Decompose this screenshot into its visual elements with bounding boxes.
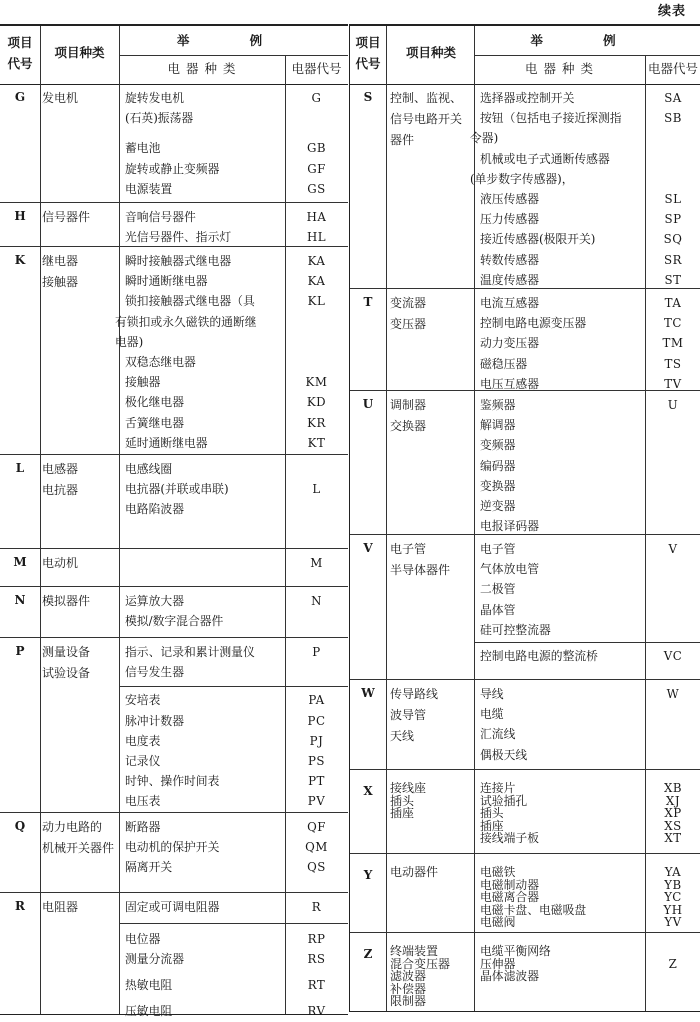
device-type: 旋转或静止变频器 [125, 161, 220, 176]
device-type: 锁扣接触器式继电器（具 [125, 294, 255, 309]
device-code: QS [307, 860, 326, 875]
device-code: TS [664, 356, 682, 371]
category-line: 终端装置 [390, 944, 439, 958]
category-line: 电子管 [390, 542, 427, 556]
device-type: 运算放大器 [125, 594, 184, 608]
device-type: 插座 [480, 818, 504, 833]
device-type: 记录仪 [125, 754, 161, 768]
device-type: 按钮（包括电子接近探测指 [480, 111, 622, 126]
category-line: 发电机 [42, 91, 79, 105]
item-code: M [13, 555, 27, 569]
device-type: 电磁阀 [480, 915, 516, 929]
device-type: 接近传感器(极限开关) [480, 232, 596, 247]
device-type: 令器) [470, 131, 499, 146]
category [42, 553, 122, 574]
category-line: 滤波器 [390, 969, 427, 983]
item-code: V [363, 541, 373, 555]
device-code: KA [307, 254, 326, 268]
device-type: (石英)振荡器 [125, 111, 194, 126]
subgroup-divider [474, 642, 700, 643]
category-line: 交换器 [390, 419, 427, 433]
device-code: GS [307, 181, 326, 196]
device-code: V [668, 542, 678, 556]
device-code: KL [307, 294, 326, 309]
category-line: 插头 [390, 793, 415, 808]
header-device-code: 电器代号 [647, 61, 698, 76]
device-type: 脉冲计数器 [125, 713, 184, 728]
device-code: TA [664, 296, 682, 310]
device-code: YV [664, 915, 682, 929]
device-type: 音响信号器件 [125, 210, 196, 224]
device-type: 电动机的保护开关 [125, 840, 220, 855]
category-line: 试验设备 [42, 666, 91, 680]
category-line: 限制器 [390, 994, 427, 1008]
device-type: 安培表 [125, 693, 161, 708]
device-code: YC [664, 890, 682, 904]
group-l [0, 454, 348, 549]
device-code: XT [664, 831, 682, 845]
category-line: 电阻器 [42, 900, 79, 914]
category-line: 模拟器件 [42, 594, 91, 608]
item-code: Q [14, 819, 26, 833]
device-type: 压力传感器 [480, 212, 539, 227]
header-code [0, 32, 40, 74]
device-code: RP [307, 932, 326, 947]
device-code: GF [307, 161, 326, 176]
device-code: RS [307, 952, 326, 967]
device-code: PA [308, 693, 325, 708]
device-type: 电流互感器 [480, 296, 539, 310]
device-type: 电磁铁 [480, 865, 516, 879]
header-code-line2: 代号 [355, 56, 381, 71]
group-y [350, 853, 700, 933]
group-g [0, 84, 348, 202]
group-w [350, 679, 700, 770]
header-device-code: 电器代号 [291, 61, 342, 76]
table-header [0, 26, 348, 85]
device-type: 有锁扣或永久磁铁的通断继 [115, 314, 257, 329]
device-type: 鉴频器 [480, 398, 516, 412]
device-type: 电感线圈 [125, 462, 173, 476]
device-type: 蓄电池 [125, 141, 161, 156]
device-code: SP [664, 212, 682, 227]
category-line: 混合变压器 [390, 956, 451, 971]
left-table [0, 24, 348, 1019]
device-code: KD [306, 395, 327, 410]
device-type: (单步数字传感器)， [470, 171, 574, 186]
header-category: 项目种类 [405, 45, 456, 60]
header-code-line1: 项目 [7, 35, 33, 50]
header-examples: 举 例 [176, 33, 291, 48]
header-device-type: 电 器 种 类 [525, 61, 594, 76]
device-type: 二极管 [480, 582, 516, 597]
device-type: 逆变器 [480, 499, 516, 513]
device-code: GB [306, 141, 327, 156]
device-type: 导线 [480, 687, 504, 701]
item-code: L [15, 461, 25, 475]
device-code: XB [663, 781, 683, 795]
category-line: 电动机 [42, 556, 79, 570]
device-type: 晶体滤波器 [480, 969, 539, 983]
group-q [0, 812, 348, 893]
group-p [0, 637, 348, 813]
device-code: P [312, 645, 321, 659]
device-type: 测量分流器 [125, 952, 184, 967]
category-line: 继电器 [42, 254, 79, 268]
category [42, 459, 122, 501]
item-code: W [361, 686, 375, 700]
device-type: 延时通断继电器 [125, 435, 208, 450]
group-z [350, 932, 700, 1015]
device-code: SB [664, 111, 682, 126]
group-h [0, 202, 348, 247]
device-code: SQ [663, 232, 683, 247]
category-line: 接线座 [390, 781, 427, 795]
category [390, 945, 480, 1008]
device-code: HL [306, 230, 327, 245]
item-code: X [363, 784, 373, 798]
category-line: 器件 [390, 133, 415, 147]
device-code: KA [307, 274, 326, 289]
device-type: 双稳态继电器 [125, 355, 196, 369]
device-type: 试验插孔 [480, 793, 528, 808]
device-code: PV [307, 794, 326, 809]
category [390, 684, 480, 747]
device-type: 光信号器件、指示灯 [125, 230, 232, 245]
device-type: 变频器 [480, 438, 516, 453]
item-code: P [15, 644, 25, 658]
item-code: T [363, 295, 373, 309]
device-type: 模拟/数字混合器件 [125, 614, 224, 629]
device-code: KT [307, 435, 326, 450]
category-line: 变压器 [390, 317, 427, 331]
category-line: 接触器 [42, 275, 79, 289]
device-code: VC [663, 649, 683, 663]
device-code: SA [664, 91, 682, 105]
device-code: PS [307, 754, 326, 768]
device-code: KM [305, 375, 328, 390]
item-code: Y [363, 868, 373, 882]
header-divider [119, 55, 348, 56]
device-type: 接线端子板 [480, 831, 539, 845]
item-code: S [363, 90, 373, 104]
category-line: 电感器 [42, 462, 79, 476]
device-type: 液压传感器 [480, 192, 539, 206]
group-v [350, 534, 700, 680]
item-code: K [14, 253, 26, 267]
item-code: G [14, 90, 26, 104]
item-code: R [15, 899, 25, 913]
device-code: QM [305, 840, 328, 855]
subgroup-divider [119, 686, 348, 687]
category-line: 补偿器 [390, 981, 427, 996]
device-type: 电度表 [125, 733, 161, 748]
header-code-line2: 代号 [7, 56, 33, 71]
header-code-line1: 项目 [355, 35, 381, 50]
device-code: SR [664, 252, 682, 267]
device-type: 转数传感器 [480, 252, 539, 267]
device-code: HA [306, 210, 327, 224]
group-s [350, 84, 700, 288]
device-type: 接触器 [125, 375, 161, 390]
device-code: QF [307, 820, 326, 834]
category-line: 机械开关器件 [42, 841, 115, 855]
category [42, 642, 122, 684]
category [42, 817, 122, 859]
device-code: YH [663, 902, 683, 917]
device-type: 电磁离合器 [480, 890, 539, 904]
device-type: 电子管 [480, 542, 516, 556]
category-line: 变流器 [390, 296, 427, 310]
device-type: 解调器 [480, 418, 516, 433]
device-code: PT [308, 774, 325, 789]
subgroup-divider [119, 923, 348, 924]
device-type: 电缆平衡网络 [480, 944, 551, 958]
device-code: W [666, 687, 680, 701]
device-type: 晶体管 [480, 602, 516, 617]
group-m [0, 548, 348, 587]
header-divider [474, 55, 700, 56]
device-code: SL [664, 192, 682, 206]
device-type: 电抗器(并联或串联) [125, 482, 229, 497]
device-type: 断路器 [125, 820, 161, 834]
item-code: U [362, 397, 374, 411]
device-type: 气体放电管 [480, 562, 539, 577]
group-r [0, 892, 348, 1019]
device-code: G [311, 91, 322, 105]
device-type: 极化继电器 [125, 395, 184, 410]
device-code: KR [307, 415, 326, 430]
device-type: 指示、记录和累计测量仪 [125, 645, 255, 659]
device-code: N [311, 594, 322, 608]
device-code: ST [664, 272, 682, 287]
device-type: 压敏电阻 [125, 1004, 173, 1019]
device-type: 电位器 [125, 932, 161, 947]
category [42, 207, 122, 228]
group-x [350, 769, 700, 854]
device-type: 电报译码器 [480, 519, 539, 534]
device-code: XJ [665, 793, 681, 808]
device-type: 连接片 [480, 781, 516, 795]
item-code: H [14, 209, 26, 223]
header-device-type: 电 器 种 类 [167, 61, 237, 76]
device-code: XS [664, 818, 682, 833]
device-code: YB [664, 877, 682, 892]
category [42, 591, 122, 612]
device-code: PJ [309, 733, 324, 748]
device-code: TM [662, 336, 684, 351]
category-line: 插座 [390, 806, 415, 820]
right-table [349, 24, 700, 1012]
device-type: 隔离开关 [125, 860, 173, 875]
group-n [0, 586, 348, 638]
category [390, 88, 480, 151]
device-code: RV [307, 1004, 326, 1019]
device-type: 信号发生器 [125, 665, 184, 680]
device-type: 旋转发电机 [125, 91, 184, 105]
device-code: XP [664, 806, 682, 820]
header-category: 项目种类 [54, 45, 105, 60]
group-k [0, 246, 348, 455]
device-code: YA [664, 865, 682, 879]
device-type: 压伸器 [480, 956, 516, 971]
device-type: 时钟、操作时间表 [125, 774, 220, 789]
category-line: 波导管 [390, 708, 427, 722]
device-type: 电源装置 [125, 181, 173, 196]
device-type: 变换器 [480, 478, 516, 493]
device-type: 电缆 [480, 707, 504, 722]
device-code: TV [664, 376, 682, 391]
category-line: 信号器件 [42, 210, 91, 224]
device-type: 汇流线 [480, 727, 516, 742]
table-header [350, 26, 700, 85]
device-type: 瞬时接触器式继电器 [125, 254, 232, 268]
device-code: Z [668, 956, 678, 971]
group-t [350, 288, 700, 391]
category [390, 395, 480, 437]
device-code: M [310, 556, 323, 570]
device-type: 磁稳压器 [480, 356, 528, 371]
device-type: 热敏电阻 [125, 978, 173, 993]
category [390, 293, 480, 335]
device-type: 温度传感器 [480, 272, 539, 287]
device-type: 编码器 [480, 458, 516, 473]
category-line: 调制器 [390, 398, 427, 412]
device-type: 动力变压器 [480, 336, 539, 351]
category [42, 897, 122, 918]
device-type: 固定或可调电阻器 [125, 900, 220, 914]
category-line: 控制、监视、 [390, 91, 463, 105]
device-type: 机械或电子式通断传感器 [480, 151, 610, 166]
device-type: 插头 [480, 806, 504, 820]
device-type: 控制电路电源的整流桥 [480, 649, 598, 663]
device-code: PC [307, 713, 326, 728]
device-type: 舌簧继电器 [125, 415, 184, 430]
device-type: 电磁制动器 [480, 877, 539, 892]
device-code: U [667, 398, 679, 412]
device-type: 电路陷波器 [125, 502, 184, 517]
continued-label: 续表 [657, 4, 686, 19]
device-type: 选择器或控制开关 [480, 91, 575, 105]
category [42, 251, 122, 293]
device-type: 电压表 [125, 794, 161, 809]
device-type: 瞬时通断继电器 [125, 274, 208, 289]
category [42, 88, 122, 109]
device-type: 电器) [115, 334, 144, 349]
category-line: 半导体器件 [390, 563, 451, 577]
device-type: 控制电路电源变压器 [480, 316, 587, 331]
category [390, 866, 480, 879]
category [390, 782, 480, 820]
device-type: 硅可控整流器 [480, 622, 551, 637]
group-u [350, 390, 700, 535]
item-code: N [14, 593, 26, 607]
header-examples: 举 例 [530, 33, 644, 48]
category-line: 传导路线 [390, 687, 439, 701]
device-code: R [311, 900, 322, 914]
category-line: 测量设备 [42, 645, 91, 659]
device-type: 电磁卡盘、电磁吸盘 [480, 902, 587, 917]
device-code: TC [664, 316, 682, 331]
device-type: 电压互感器 [480, 376, 539, 391]
device-code: RT [307, 978, 326, 993]
category-line: 信号电路开关 [390, 112, 463, 126]
item-code: Z [363, 947, 373, 961]
device-code: L [312, 482, 321, 497]
category [390, 539, 480, 581]
category-line: 动力电路的 [42, 820, 103, 834]
device-type: 偶极天线 [480, 747, 528, 762]
category-line: 电抗器 [42, 483, 79, 497]
category-line: 天线 [390, 729, 415, 743]
category-line: 电动器件 [390, 865, 439, 879]
header-code [350, 32, 386, 74]
